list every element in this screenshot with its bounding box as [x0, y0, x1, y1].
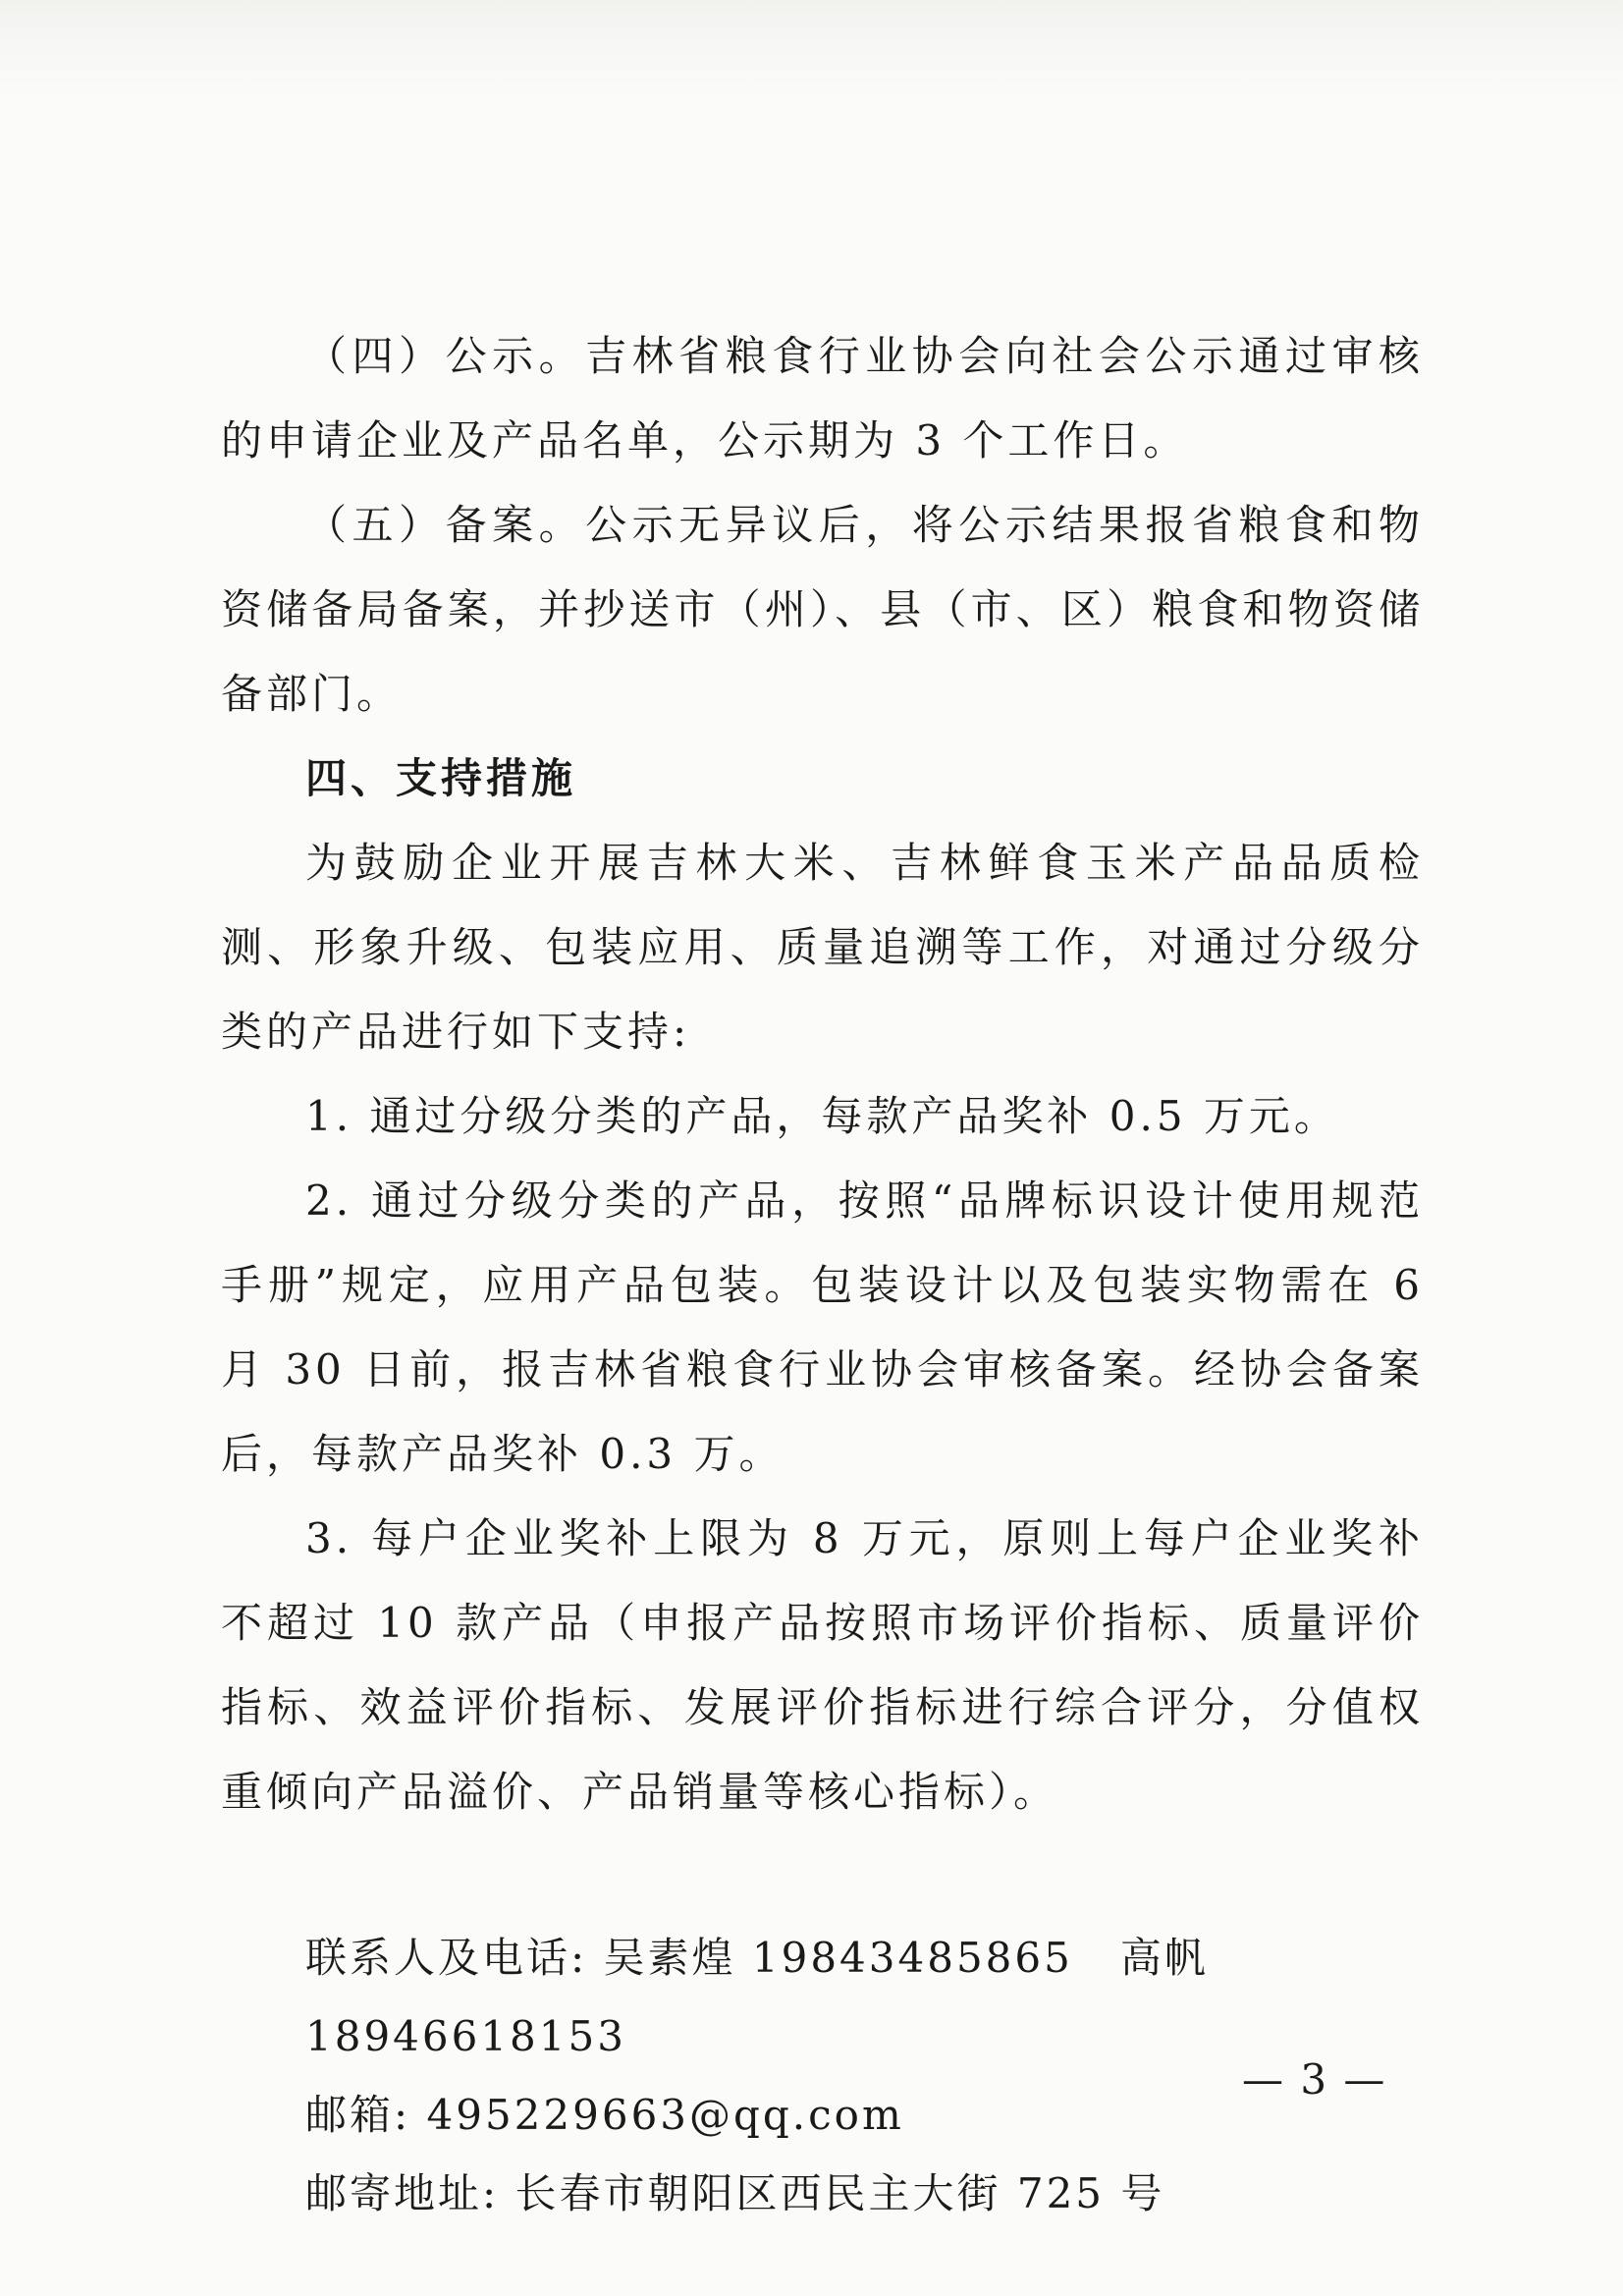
contact-address-line	[221, 2155, 1424, 2233]
contact-1-name: 吴素煌	[603, 1934, 736, 1982]
page-number: — 3 —	[1242, 2055, 1387, 2104]
contact-2-name: 高帆	[1119, 1934, 1209, 1982]
document-body	[221, 314, 1424, 2233]
contact-1-phone: 19843485865	[751, 1934, 1073, 1982]
contact-address: 长春市朝阳区西民主大街 725 号	[514, 2169, 1165, 2217]
paragraph-filing: （五）备案。公示无异议后，将公示结果报省粮食和物资储备局备案，并抄送市（州）、县（市、区）粮食和物资储备部门。	[221, 501, 1424, 718]
contact-email-label: 邮箱:	[305, 2091, 411, 2139]
section-heading-support: 四、支持措施	[305, 754, 577, 802]
contact-2-phone: 18946618153	[305, 2012, 626, 2060]
contact-email: 495229663@qq.com	[426, 2091, 904, 2139]
list-item-2: 2. 通过分级分类的产品，按照“品牌标识设计使用规范手册”规定，应用产品包装。包装设计以及包装实物需在 6 月 30 日前，报吉林省粮食行业协会审核备案。经协会备案后，每款产品奖补 0.3 万。	[221, 1176, 1424, 1478]
list-item-1: 1. 通过分级分类的产品，每款产品奖补 0.5 万元。	[305, 1092, 1339, 1140]
contact-phone-line	[221, 1919, 1424, 2076]
contact-phone-label: 联系人及电话:	[305, 1934, 588, 1982]
paragraph-publicity: （四）公示。吉林省粮食行业协会向社会公示通过审核的申请企业及产品名单，公示期为 3 个工作日。	[221, 332, 1424, 465]
scan-top-shade	[0, 0, 1623, 108]
paragraph-support-intro: 为鼓励企业开展吉林大米、吉林鲜食玉米产品品质检测、形象升级、包装应用、质量追溯等工作，对通过分级分类的产品进行如下支持:	[221, 839, 1424, 1056]
contact-address-label: 邮寄地址:	[305, 2169, 500, 2217]
list-item-3: 3. 每户企业奖补上限为 8 万元，原则上每户企业奖补不超过 10 款产品（申报产品按照市场评价指标、质量评价指标、效益评价指标、发展评价指标进行综合评分，分值权重倾向产品溢价、产品销量等核心指标）。	[221, 1514, 1424, 1816]
